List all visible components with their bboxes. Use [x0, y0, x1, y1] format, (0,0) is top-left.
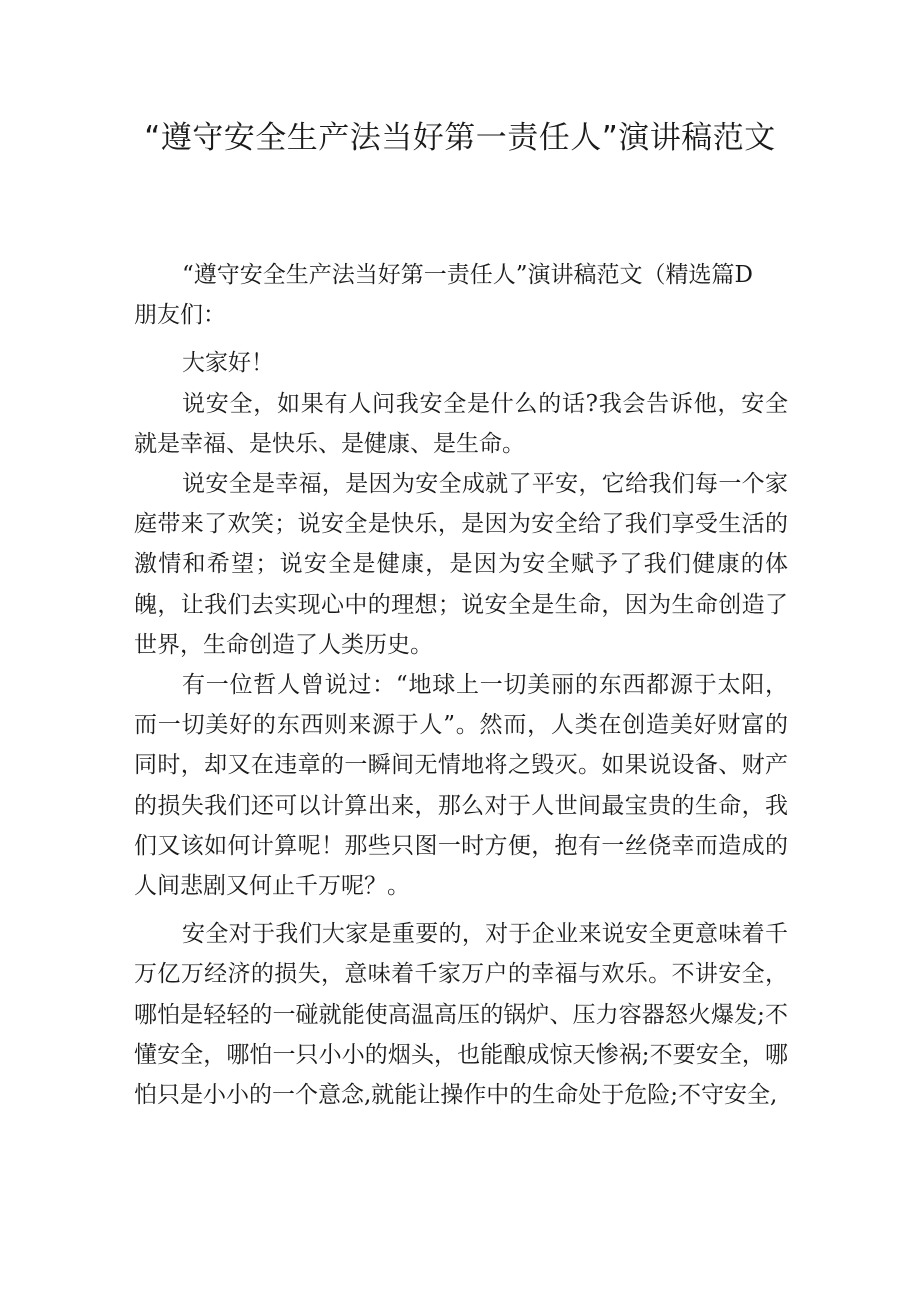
paragraph-body: 安全对于我们大家是重要的，对于企业来说安全更意味着千万亿万经济的损失，意味着千家万户的幸福与欢乐。不讲安全，哪怕是轻轻的一碰就能使高温高压的锅炉、压力容器怒火爆发;不懂安全，哪怕一只小小的烟头，也能酿成惊天惨祸;不要安全，哪怕只是小小的一个意念,就能让操作中的生命处于危险;不守安全,	[134, 921, 788, 1109]
paragraph-body: 有一位哲人曾说过：“地球上一切美丽的东西都源于太阳，而一切美好的东西则来源于人”。然而，人类在创造美好财富的同时，却又在违章的一瞬间无情地将之毁灭。如果说设备、财产的损失我们还可以计算出来，那么对于人世间最宝贵的生命，我们又该如何计算呢！那些只图一时方便，抱有一丝侥幸而造成的人间悲剧又何止千万呢？。	[134, 672, 788, 900]
paragraph-salutation: 朋友们：	[134, 302, 226, 329]
document-title: “遵守安全生产法当好第一责任人”演讲稿范文	[144, 120, 776, 156]
document-body	[134, 255, 788, 1115]
paragraph-heading-line: “遵守安全生产法当好第一责任人”演讲稿范文（精选篇D	[182, 262, 753, 288]
paragraph-body: 说安全是幸福，是因为安全成就了平安，它给我们每一个家庭带来了欢笑；说安全是快乐，是因为安全给了我们享受生活的激情和希望；说安全是健康，是因为安全赋予了我们健康的体魄，让我们去实现心中的理想；说安全是生命，因为生命创造了世界，生命创造了人类历史。	[134, 471, 788, 658]
paragraph-body: 说安全，如果有人问我安全是什么的话?我会告诉他，安全就是幸福、是快乐、是健康、是生命。	[134, 390, 788, 457]
paragraph-greeting: 大家好！	[182, 350, 274, 377]
